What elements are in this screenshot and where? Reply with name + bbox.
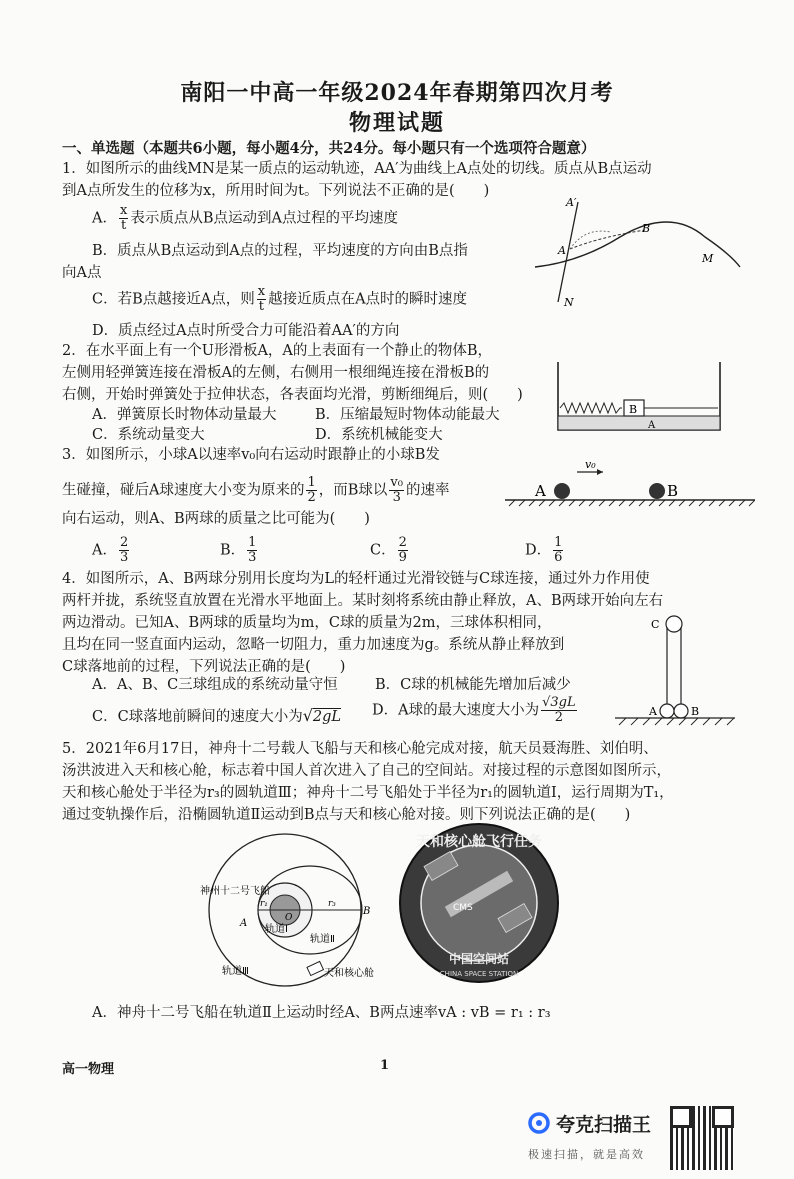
r1-label: r₁ [260, 899, 268, 909]
label-m: M [702, 252, 714, 265]
badge-top-text: 天和核心舱飞行任务 [416, 834, 542, 850]
q5-line3: 天和核心舱处于半径为r₃的圆轨道Ⅲ；神舟十二号飞船处于半径为r₁的圆轨道Ⅰ，运行周期为T₁， [62, 785, 674, 801]
q4-option-c [92, 705, 341, 728]
ball-c-label: C [651, 618, 660, 631]
opt-label: B． [220, 542, 246, 559]
q2-line2: 左侧用轻弹簧连接在滑板A的左侧，右侧用一根细绳连接在滑板B的 [62, 365, 490, 381]
footer-page-number: 1 [380, 1058, 390, 1073]
ground-hatch [619, 718, 734, 725]
opt-label: C． [370, 542, 396, 559]
q5-option-a: A．神舟十二号飞船在轨道Ⅱ上运动时经A、B两点速率vA : vB = r₁ : r₃ [92, 1005, 551, 1021]
q4-line2: 两杆并拢，系统竖直放置在光滑水平地面上。某时刻将系统由静止释放，A、B两球开始向左右 [62, 593, 664, 609]
label-n: N [564, 296, 574, 309]
frac-den: 2 [307, 490, 316, 505]
o-label: O [285, 913, 293, 923]
opt-fraction [553, 536, 563, 565]
q5-line4: 通过变轨操作后，沿椭圆轨道Ⅱ运动到B点与天和核心舱对接。则下列说法正确的是( ) [62, 807, 631, 823]
q4-option-d-fraction [541, 696, 577, 725]
opt-fraction [119, 536, 129, 565]
q4-option-c-pre: C．C球落地前瞬间的速度大小为 [92, 709, 303, 725]
q1-stem-line1: 1．如图所示的曲线MN是某一质点的运动轨迹，AA′为曲线上A点处的切线。质点从B点运动 [62, 161, 652, 177]
q1-option-c [92, 285, 467, 314]
ship-label: 神州十二号飞船 [200, 886, 270, 897]
mission-badge-figure [398, 818, 560, 988]
ball-a-label: A [649, 705, 657, 718]
q3-line1: 3．如图所示，小球A以速率v₀向右运动时跟静止的小球B发 [62, 447, 440, 463]
station-label: 天和核心舱 [324, 968, 374, 979]
q1-option-b-line1: B．质点从B点运动到A点的过程，平均速度的方向由B点指 [92, 243, 468, 259]
opt-fraction [398, 536, 408, 565]
q3-line2 [62, 476, 449, 505]
ball-c [666, 616, 682, 632]
frac-num [541, 696, 577, 711]
orbit-3-label: 轨道Ⅲ [222, 966, 249, 977]
q3-half-fraction [306, 476, 316, 505]
q4-option-a: A．A、B、C三球组成的系统动量守恒 [92, 677, 338, 693]
scanner-brand: 夸克扫描王 [556, 1114, 652, 1136]
u-slider-base [558, 416, 720, 430]
frac-num: 2 [398, 535, 407, 550]
q1-stem-line2: 到A点所发生的位移为x，所用时间为t。下列说法不正确的是( ) [62, 183, 490, 199]
scanner-logo-icon [528, 1112, 550, 1134]
badge-bottom-en: CHINA SPACE STATION [439, 970, 519, 978]
ground-hatch [509, 500, 755, 506]
station-icon [307, 961, 323, 975]
q3-line2-mid: ，而B球以 [318, 482, 388, 499]
q3-line3: 向右运动，则A、B两球的质量之比可能为( ) [62, 511, 370, 527]
frac-num: x [119, 203, 128, 218]
ball-a [554, 483, 570, 499]
frac-num: 2 [119, 535, 129, 550]
frac-num: x [257, 284, 266, 299]
q1-option-a-fraction [119, 204, 128, 233]
q1-option-a-text: 表示质点从B点运动到A点过程的平均速度 [130, 210, 398, 227]
ball-b-label: B [691, 705, 700, 718]
q4-line4: 且均在同一竖直面内运动，忽略一切阻力，重力加速度为g。系统从静止释放到 [62, 637, 565, 653]
sqrt-content: 3gL [550, 695, 576, 710]
q4-line5: C球落地前的过程，下列说法正确的是( ) [62, 659, 346, 675]
q4-option-d-pre: D．A球的最大速度大小为 [372, 702, 540, 719]
ball-b [674, 704, 688, 718]
block-b-label: B [629, 403, 638, 416]
q2-slider-figure [556, 356, 724, 436]
q3-option-a [92, 536, 131, 565]
sqrt-symbol: √ [542, 695, 551, 710]
opt-label: D． [525, 542, 552, 559]
frac-den: 3 [248, 550, 257, 565]
q3-option-d [525, 536, 565, 565]
q3-option-b [220, 536, 259, 565]
q2-option-c: C．系统动量变大 [92, 427, 205, 443]
scanner-slogan: 极速扫描，就是高效 [528, 1148, 645, 1161]
frac-den: 3 [392, 490, 401, 505]
section-heading: 一、单选题（本题共6小题，每小题4分，共24分。每小题只有一个选项符合题意） [62, 140, 596, 157]
orbit-2-label: 轨道Ⅱ [310, 934, 335, 945]
badge-bottom-cn: 中国空间站 [448, 952, 510, 966]
frac-den: t [121, 218, 127, 233]
frac-num: 1 [307, 475, 316, 490]
q1-option-c-fraction [257, 285, 266, 314]
q5-orbit-figure [200, 828, 385, 998]
q2-option-b: B．压缩最短时物体动能最大 [315, 407, 500, 423]
r3-label: r₃ [328, 899, 336, 909]
slider-a-label: A [648, 420, 656, 431]
q4-option-c-sqrt: 2gL [312, 709, 342, 725]
opt-fraction [247, 536, 257, 565]
chord-dashed [570, 230, 645, 249]
spring [560, 403, 622, 413]
frac-den: 6 [554, 550, 563, 565]
ball-b-label: B [667, 482, 679, 500]
exam-title: 南阳一中高一年级2024年春期第四次月考 [180, 80, 614, 106]
q4-rods-figure [615, 612, 735, 727]
q3-line2-pre: 生碰撞，碰后A球速度大小变为原来的 [62, 482, 305, 499]
frac-den: t [258, 299, 265, 314]
ball-b [649, 483, 665, 499]
q4-line1: 4．如图所示，A、B两球分别用长度均为L的轻杆通过光滑铰链与C球连接，通过外力作用使 [62, 571, 650, 587]
frac-den: 2 [554, 710, 564, 725]
label-a-prime: A′ [566, 196, 577, 209]
q4-line3: 两边滑动。已知A、B两球的质量均为m，C球的质量为2m，三球体积相同， [62, 615, 552, 631]
q1-option-c-post: 越接近质点在A点时的瞬时速度 [268, 291, 468, 308]
q1-option-b-line2: 向A点 [62, 265, 102, 281]
orbit-1-label: 轨道Ⅰ [265, 924, 288, 935]
q1-option-c-pre: C．若B点越接近A点，则 [92, 291, 255, 308]
exam-subtitle: 物理试题 [348, 110, 445, 136]
q5-line2: 汤洪波进入天和核心舱，标志着中国人首次进入了自己的空间站。对接过程的示意图如图所示， [62, 763, 671, 779]
q3-option-c [370, 536, 410, 565]
label-a: A [558, 244, 566, 257]
arrow-head [597, 469, 603, 475]
q1-option-d: D．质点经过A点时所受合力可能沿着AA′的方向 [92, 323, 400, 339]
frac-num: 1 [554, 535, 563, 550]
footer-subject: 高一物理 [62, 1062, 115, 1077]
opt-label: A． [92, 542, 117, 559]
badge-cms-text: CMS [453, 903, 473, 913]
frac-den: 9 [398, 550, 407, 565]
q3-v-fraction [389, 476, 404, 505]
frac-den: 3 [119, 550, 129, 565]
ball-a-label: A [535, 482, 546, 500]
frac-num: v₀ [390, 475, 403, 490]
v0-label: v₀ [585, 458, 596, 471]
point-b-label: B [363, 906, 371, 917]
q1-trajectory-figure [530, 192, 745, 310]
q5-line1: 5．2021年6月17日，神舟十二号载人飞船与天和核心舱完成对接，航天员聂海胜、刘伯明、 [62, 741, 658, 757]
sqrt-symbol: √ [302, 706, 313, 725]
q4-option-b: B．C球的机械能先增加后减少 [375, 677, 571, 693]
q2-line1: 2．在水平面上有一个U形滑板A，A的上表面有一个静止的物体B， [62, 343, 493, 359]
ball-a [660, 704, 674, 718]
q2-option-d: D．系统机械能变大 [315, 427, 443, 443]
q1-option-a [92, 204, 398, 233]
point-a-label: A [240, 918, 248, 929]
q3-line2-post: 的速率 [405, 482, 450, 499]
q1-option-a-label: A． [92, 210, 117, 227]
frac-num: 1 [248, 535, 257, 550]
q3-collision-figure [505, 458, 755, 508]
q2-line3: 右侧，开始时弹簧处于拉伸状态，各表面均光滑，剪断细绳后，则( ) [62, 387, 523, 403]
qr-code-icon [670, 1106, 734, 1170]
q4-option-d [372, 696, 579, 725]
q2-option-a: A．弹簧原长时物体动量最大 [92, 407, 277, 423]
label-b: B [642, 222, 651, 235]
